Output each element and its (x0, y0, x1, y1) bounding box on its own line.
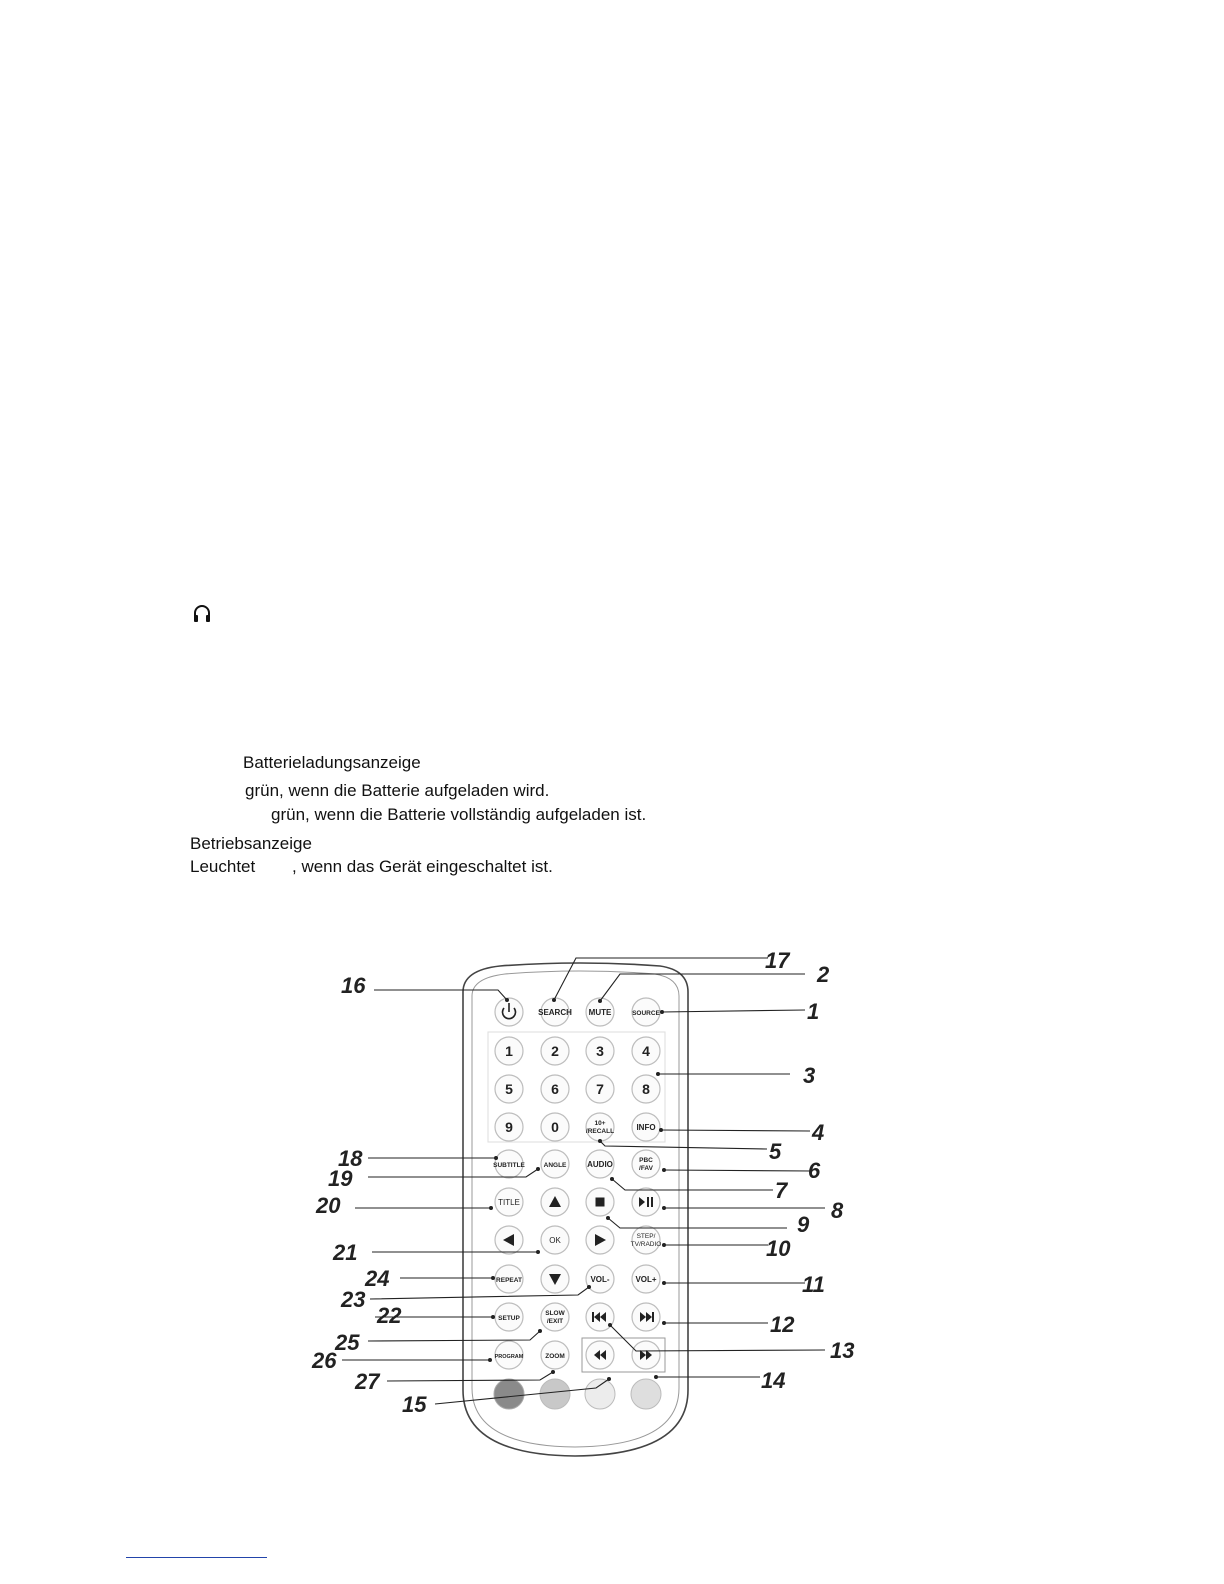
audio-button[interactable] (586, 1150, 614, 1178)
callout-5: 5 (769, 1139, 782, 1164)
callout-20: 20 (316, 1193, 341, 1218)
rewind-button[interactable] (586, 1341, 614, 1369)
digit-9-button[interactable] (495, 1113, 523, 1141)
callout-7: 7 (775, 1178, 788, 1203)
battery-line-full: grün, wenn die Batterie vollständig aufgeladen ist. (271, 805, 647, 824)
vol-plus-label: VOL+ (635, 1275, 657, 1284)
program-button[interactable] (495, 1341, 524, 1369)
callout-12: 12 (770, 1312, 795, 1337)
digit-3-button[interactable] (586, 1037, 614, 1065)
digit-5-button[interactable] (495, 1075, 523, 1103)
recall-label-bottom: /RECALL (585, 1128, 615, 1135)
callout-21: 21 (333, 1240, 358, 1265)
callout-24: 24 (365, 1266, 390, 1291)
callout-10: 10 (766, 1236, 791, 1261)
digit-4-button[interactable] (632, 1037, 660, 1065)
down-button[interactable] (541, 1265, 569, 1293)
digit-1-button[interactable] (495, 1037, 523, 1065)
callout-2: 2 (817, 962, 830, 987)
digit-6-label: 6 (551, 1081, 559, 1097)
digit-4-label: 4 (642, 1043, 650, 1059)
title-label: TITLE (498, 1198, 520, 1207)
repeat-button[interactable] (495, 1265, 523, 1293)
zoom-button[interactable] (541, 1341, 569, 1369)
callout-6: 6 (808, 1158, 821, 1183)
callout-23: 23 (341, 1287, 366, 1312)
callout-4: 4 (812, 1120, 825, 1145)
digit-8-label: 8 (642, 1081, 650, 1097)
callout-15: 15 (402, 1392, 427, 1417)
color-button-1[interactable] (494, 1379, 524, 1409)
power-button[interactable] (495, 998, 523, 1026)
battery-heading: Batterieladungsanzeige (243, 753, 421, 772)
callout-8: 8 (831, 1198, 844, 1223)
pbc-label-top: PBC (639, 1157, 653, 1164)
power-line-suffix: , wenn das Gerät eingeschaltet ist. (292, 857, 553, 876)
headphones-icon (191, 603, 213, 625)
callout-19: 19 (328, 1166, 353, 1191)
fast-forward-button[interactable] (632, 1341, 660, 1369)
digit-0-label: 0 (551, 1119, 559, 1135)
pbc-label-bottom: /FAV (639, 1165, 653, 1172)
repeat-label: REPEAT (496, 1277, 522, 1284)
step-label-top: STEP/ (636, 1233, 656, 1240)
info-button[interactable] (632, 1113, 660, 1141)
vol-minus-button[interactable] (586, 1265, 614, 1293)
subtitle-label: SUBTITLE (493, 1162, 525, 1169)
title-button[interactable] (495, 1188, 523, 1216)
setup-button[interactable] (495, 1303, 523, 1331)
stop-icon (596, 1198, 605, 1207)
remote-control-diagram (300, 940, 880, 1470)
vol-minus-label: VOL- (590, 1275, 610, 1284)
callout-22: 22 (377, 1303, 402, 1328)
source-label: SOURCE (632, 1010, 660, 1017)
digit-3-label: 3 (596, 1043, 604, 1059)
digit-9-label: 9 (505, 1119, 513, 1135)
power-heading: Betriebsanzeige (190, 834, 312, 853)
ok-label: OK (549, 1236, 561, 1245)
callout-26: 26 (312, 1348, 337, 1373)
digit-2-label: 2 (551, 1043, 559, 1059)
step-tvradio-button[interactable] (631, 1226, 662, 1254)
digit-7-button[interactable] (586, 1075, 614, 1103)
callout-9: 9 (797, 1212, 810, 1237)
callout-16: 16 (341, 973, 366, 998)
callout-17: 17 (765, 948, 790, 973)
power-line-prefix: Leuchtet (190, 857, 256, 876)
program-label: PROGRAM (494, 1354, 524, 1360)
vol-plus-button[interactable] (632, 1265, 660, 1293)
setup-label: SETUP (498, 1315, 520, 1322)
digit-0-button[interactable] (541, 1113, 569, 1141)
source-button[interactable] (632, 998, 661, 1026)
color-button-3[interactable] (585, 1379, 615, 1409)
slow-label-top: SLOW (545, 1310, 565, 1317)
ok-button[interactable] (541, 1226, 569, 1254)
callout-13: 13 (830, 1338, 855, 1363)
callout-1: 1 (807, 999, 820, 1024)
right-button[interactable] (586, 1226, 614, 1254)
recall-button[interactable] (586, 1113, 614, 1141)
info-label: INFO (636, 1123, 656, 1132)
angle-label: ANGLE (543, 1162, 567, 1169)
color-button-4[interactable] (631, 1379, 661, 1409)
digit-1-label: 1 (505, 1043, 513, 1059)
footer-link-underline (126, 1557, 267, 1558)
callout-11: 11 (802, 1272, 825, 1297)
pbc-fav-button[interactable] (632, 1150, 660, 1178)
callout-18: 18 (338, 1146, 363, 1171)
callout-3: 3 (803, 1063, 816, 1088)
zoom-label: ZOOM (545, 1353, 565, 1360)
mute-label: MUTE (588, 1008, 612, 1017)
audio-label: AUDIO (587, 1160, 613, 1169)
digit-2-button[interactable] (541, 1037, 569, 1065)
callout-27: 27 (355, 1369, 380, 1394)
slow-exit-button[interactable] (541, 1303, 569, 1331)
slow-label-bottom: /EXIT (546, 1318, 564, 1325)
digit-7-label: 7 (596, 1081, 604, 1097)
play-pause-button[interactable] (632, 1188, 660, 1216)
recall-label-top: 10+ (594, 1120, 606, 1127)
angle-button[interactable] (541, 1150, 569, 1178)
step-label-bottom: TV/RADIO (630, 1241, 662, 1248)
up-button[interactable] (541, 1188, 569, 1216)
search-label: SEARCH (538, 1008, 572, 1017)
callout-14: 14 (761, 1368, 786, 1393)
digit-6-button[interactable] (541, 1075, 569, 1103)
stop-button[interactable] (586, 1188, 614, 1216)
digit-8-button[interactable] (632, 1075, 660, 1103)
next-button[interactable] (632, 1303, 660, 1331)
battery-line-charging: grün, wenn die Batterie aufgeladen wird. (245, 781, 550, 800)
left-button[interactable] (495, 1226, 523, 1254)
digit-5-label: 5 (505, 1081, 513, 1097)
color-button-2[interactable] (540, 1379, 570, 1409)
callout-25: 25 (335, 1330, 360, 1355)
